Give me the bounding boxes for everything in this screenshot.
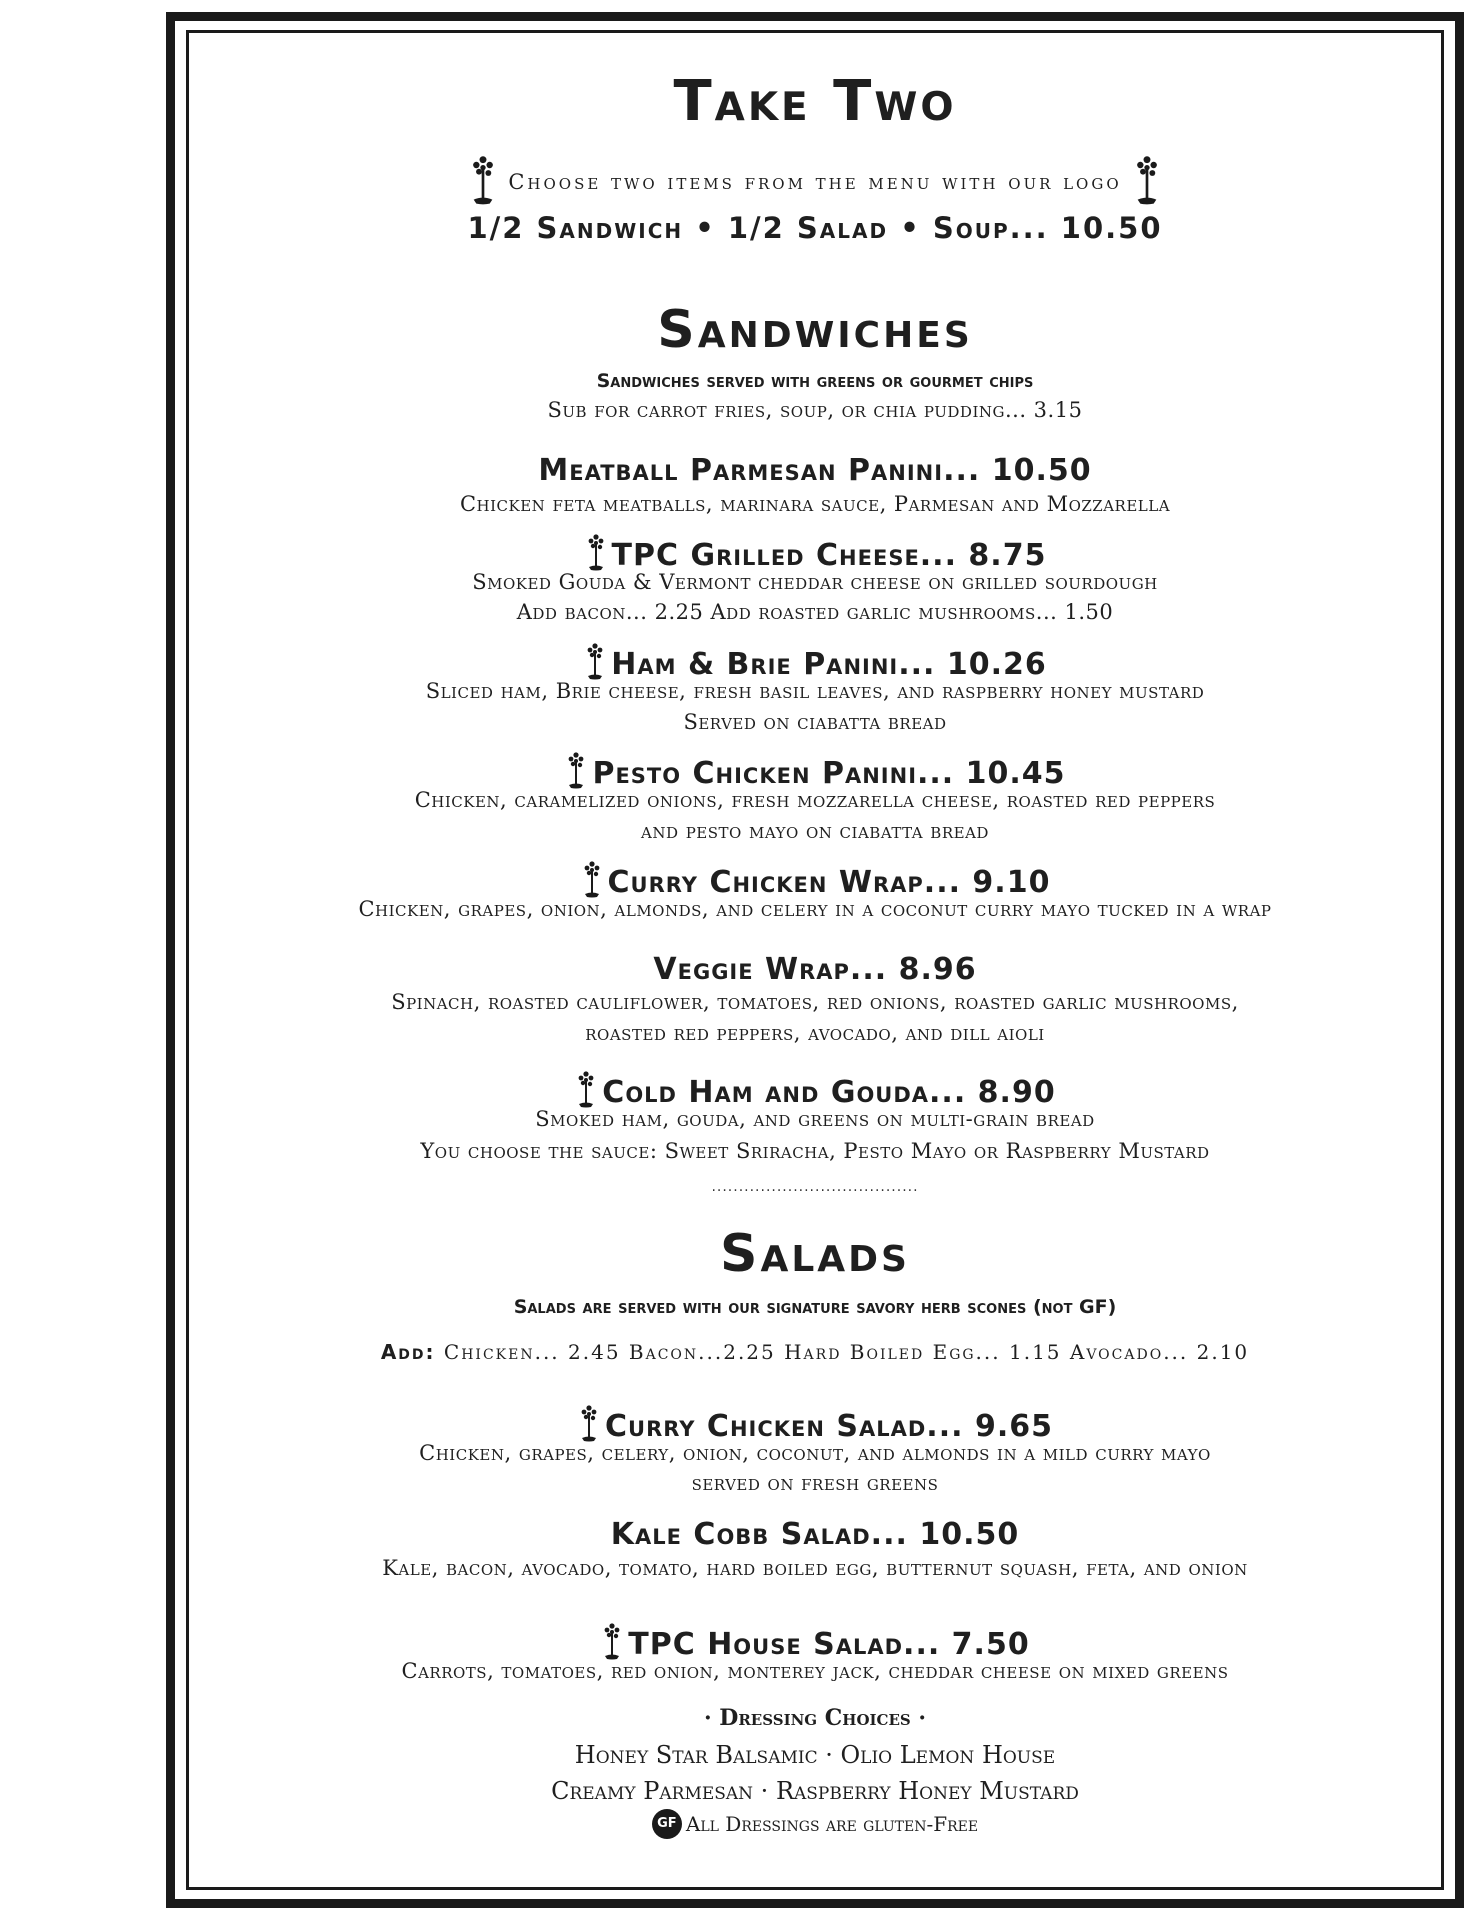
tree-logo-icon — [574, 1070, 598, 1110]
section-divider: ...................................... — [711, 1179, 919, 1195]
menu-item-row — [186, 642, 1444, 682]
tree-logo-icon — [600, 1622, 624, 1662]
menu-item-name: Meatball Parmesan Panini... 10.50 — [538, 453, 1092, 488]
menu-item-desc: Chicken, grapes, onion, almonds, and celery in a coconut curry mayo tucked in a wrap — [358, 897, 1272, 921]
menu-item-name: Ham & Brie Panini... 10.26 — [611, 647, 1047, 682]
take-two-subtitle-row — [186, 150, 1444, 216]
menu-item-name: Veggie Wrap... 8.96 — [653, 952, 977, 987]
menu-item-name: TPC House Salad... 7.50 — [628, 1627, 1030, 1662]
menu-item-name: Kale Cobb Salad... 10.50 — [610, 1517, 1020, 1552]
menu-item-desc: Carrots, tomatoes, red onion, monterey jack, cheddar cheese on mixed greens — [401, 1659, 1229, 1683]
menu-item-desc: Chicken feta meatballs, marinara sauce, Parmesan and Mozzarella — [459, 492, 1171, 516]
menu-item-desc: Smoked ham, gouda, and greens on multi-grain bread — [535, 1107, 1095, 1131]
menu-item-desc: and pesto mayo on ciabatta bread — [641, 819, 989, 843]
tree-logo-icon — [584, 533, 608, 573]
page-title: Take Two — [673, 69, 957, 134]
dressing-line: Honey Star Balsamic · Olio Lemon House — [574, 1741, 1056, 1769]
menu-item-name: Pesto Chicken Panini... 10.45 — [592, 756, 1066, 791]
menu-item-desc: Chicken, grapes, celery, onion, coconut, and almonds in a mild curry mayo — [419, 1441, 1211, 1465]
sandwiches-note: Sandwiches served with greens or gourmet chips — [596, 370, 1034, 392]
gf-note-row — [186, 1809, 1444, 1839]
menu-item-name: TPC Grilled Cheese... 8.75 — [611, 538, 1047, 573]
menu-item-row — [186, 1622, 1444, 1662]
menu-item-name: Curry Chicken Wrap... 9.10 — [607, 865, 1051, 900]
menu-item-name: Cold Ham and Gouda... 8.90 — [602, 1075, 1056, 1110]
take-two-combo: 1/2 Sandwich • 1/2 Salad • Soup... 10.50 — [467, 211, 1163, 245]
tree-logo-icon — [583, 642, 607, 682]
salads-heading: Salads — [720, 1224, 910, 1284]
menu-item-desc: Spinach, roasted cauliflower, tomatoes, red onions, roasted garlic mushrooms, — [391, 990, 1239, 1014]
tree-logo-icon — [580, 860, 604, 900]
tree-logo-icon — [467, 150, 499, 212]
menu-item-row — [186, 1404, 1444, 1444]
menu-item-desc: served on fresh greens — [691, 1471, 939, 1495]
gluten-free-badge-icon: GF — [652, 1809, 682, 1839]
menu-item-desc: You choose the sauce: Sweet Sriracha, Pesto Mayo or Raspberry Mustard — [420, 1139, 1210, 1163]
salad-add-ons — [186, 1342, 1444, 1362]
gf-note: All Dressings are gluten-Free — [685, 1812, 979, 1836]
menu-item-desc: Smoked Gouda & Vermont cheddar cheese on grilled sourdough — [472, 570, 1158, 594]
menu-item-row — [186, 860, 1444, 900]
tree-logo-icon — [1131, 150, 1163, 212]
add-label: Add: — [380, 1340, 436, 1364]
menu-item-desc: Kale, bacon, avocado, tomato, hard boiled egg, butternut squash, feta, and onion — [382, 1556, 1248, 1580]
dressing-line: Creamy Parmesan · Raspberry Honey Mustard — [551, 1777, 1079, 1805]
menu-item-row — [186, 751, 1444, 791]
menu-item-desc: roasted red peppers, avocado, and dill aioli — [585, 1021, 1045, 1045]
menu-item-desc: Sliced ham, Brie cheese, fresh basil leaves, and raspberry honey mustard — [425, 679, 1205, 703]
menu-item-desc: Served on ciabatta bread — [683, 710, 947, 734]
salads-note: Salads are served with our signature savory herb scones (not GF) — [513, 1296, 1117, 1318]
tree-logo-icon — [577, 1404, 601, 1444]
menu-item-desc: Add bacon... 2.25 Add roasted garlic mushrooms... 1.50 — [516, 600, 1114, 624]
tree-logo-icon — [564, 751, 588, 791]
dressing-heading: · Dressing Choices · — [703, 1705, 927, 1731]
add-items: Chicken... 2.45 Bacon...2.25 Hard Boiled Egg... 1.15 Avocado... 2.10 — [443, 1340, 1250, 1364]
sandwiches-sub-note: Sub for carrot fries, soup, or chia pudding... 3.15 — [547, 398, 1083, 422]
sandwiches-heading: Sandwiches — [657, 300, 973, 360]
take-two-subtitle: Choose two items from the menu with our logo — [508, 170, 1122, 194]
menu-item-row — [186, 1070, 1444, 1110]
menu-item-desc: Chicken, caramelized onions, fresh mozzarella cheese, roasted red peppers — [414, 788, 1216, 812]
menu-item-row — [186, 533, 1444, 573]
menu-item-name: Curry Chicken Salad... 9.65 — [605, 1409, 1053, 1444]
